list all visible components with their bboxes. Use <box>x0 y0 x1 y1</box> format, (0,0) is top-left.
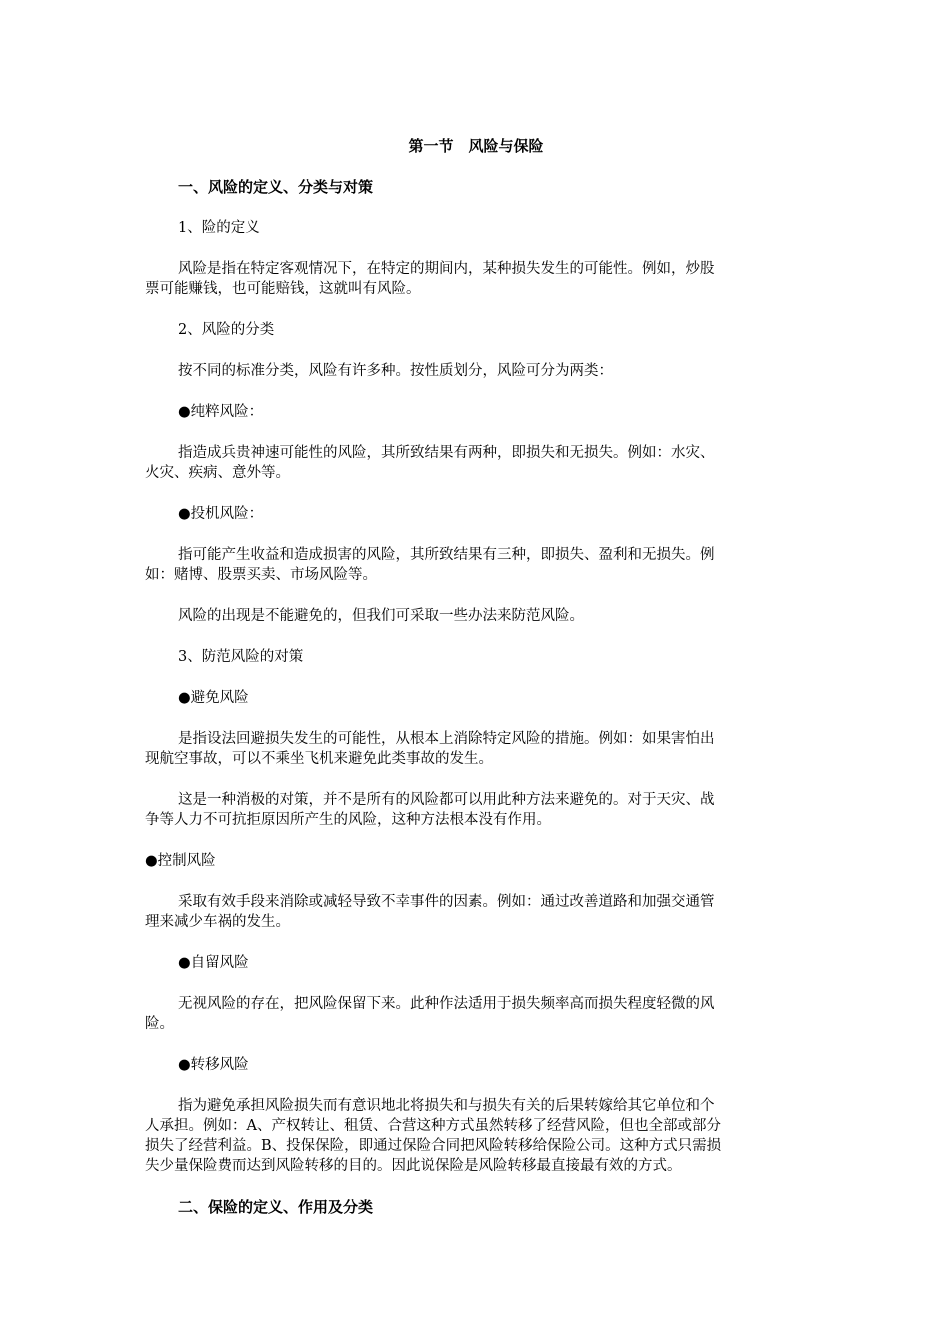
paragraph-classification-intro: 按不同的标准分类，风险有许多种。按性质划分，风险可分为两类： <box>178 363 613 379</box>
paragraph-avoid-note <box>145 790 807 830</box>
paragraph-line: 票可能赚钱，也可能赔钱，这就叫有风险。 <box>145 281 421 297</box>
document-page <box>145 130 807 1217</box>
paragraph-line: 人承担。例如：A、产权转让、租赁、合营这种方式虽然转移了经营风险，但也全部或部分 <box>145 1118 721 1134</box>
paragraph-line: 这是一种消极的对策，并不是所有的风险都可以用此种方法来避免的。对于天灾、战 <box>178 792 715 808</box>
paragraph-line: 理来减少车祸的发生。 <box>145 914 290 930</box>
label-pure-risk: ●纯粹风险： <box>178 404 264 420</box>
subheading-risk-definition: 1、险的定义 <box>178 220 260 236</box>
paragraph-speculative-risk <box>145 545 807 585</box>
paragraph-line: 火灾、疾病、意外等。 <box>145 465 290 481</box>
paragraph-line: 争等人力不可抗拒原因所产生的风险，这种方法根本没有作用。 <box>145 812 551 828</box>
paragraph-line: 现航空事故，可以不乘坐飞机来避免此类事故的发生。 <box>145 751 493 767</box>
paragraph-line: 无视风险的存在，把风险保留下来。此种作法适用于损失频率高而损失程度轻微的风 <box>178 996 715 1012</box>
label-avoid-risk: ●避免风险 <box>178 690 249 706</box>
paragraph-retain-risk <box>145 994 807 1034</box>
paragraph-risk-definition <box>145 259 807 299</box>
paragraph-line: 指为避免承担风险损失而有意识地北将损失和与损失有关的后果转嫁给其它单位和个 <box>178 1098 715 1114</box>
label-speculative-risk: ●投机风险： <box>178 506 264 522</box>
section-heading-risk: 一、风险的定义、分类与对策 <box>178 178 374 196</box>
paragraph-line: 损失了经营利益。B、投保保险，即通过保险合同把风险转移给保险公司。这种方式只需损 <box>145 1138 722 1154</box>
paragraph-line: 采取有效手段来消除或减轻导致不幸事件的因素。例如：通过改善道路和加强交通管 <box>178 894 715 910</box>
page-title: 第一节 风险与保险 <box>408 137 544 155</box>
paragraph-line: 指造成兵贵神速可能性的风险，其所致结果有两种，即损失和无损失。例如：水灾、 <box>178 445 715 461</box>
paragraph-line: 指可能产生收益和造成损害的风险，其所致结果有三种，即损失、盈利和无损失。例 <box>178 547 715 563</box>
paragraph-avoid-risk <box>145 729 807 769</box>
label-transfer-risk: ●转移风险 <box>178 1057 249 1073</box>
subheading-risk-countermeasures: 3、防范风险的对策 <box>178 649 304 665</box>
paragraph-line: 如：赌博、股票买卖、市场风险等。 <box>145 567 377 583</box>
subheading-risk-classification: 2、风险的分类 <box>178 322 275 338</box>
paragraph-line: 风险是指在特定客观情况下，在特定的期间内，某种损失发生的可能性。例如，炒股 <box>178 261 715 277</box>
section-heading-insurance: 二、保险的定义、作用及分类 <box>178 1198 374 1216</box>
paragraph-transfer-risk <box>145 1096 807 1176</box>
paragraph-line: 险。 <box>145 1016 174 1032</box>
paragraph-unavoidable: 风险的出现是不能避免的，但我们可采取一些办法来防范风险。 <box>178 608 584 624</box>
paragraph-line: 是指设法回避损失发生的可能性，从根本上消除特定风险的措施。例如：如果害怕出 <box>178 731 715 747</box>
label-control-risk: ●控制风险 <box>145 853 216 869</box>
label-retain-risk: ●自留风险 <box>178 955 249 971</box>
paragraph-pure-risk <box>145 443 807 483</box>
paragraph-control-risk <box>145 892 807 932</box>
paragraph-line: 失少量保险费而达到风险转移的目的。因此说保险是风险转移最直接最有效的方式。 <box>145 1158 682 1174</box>
